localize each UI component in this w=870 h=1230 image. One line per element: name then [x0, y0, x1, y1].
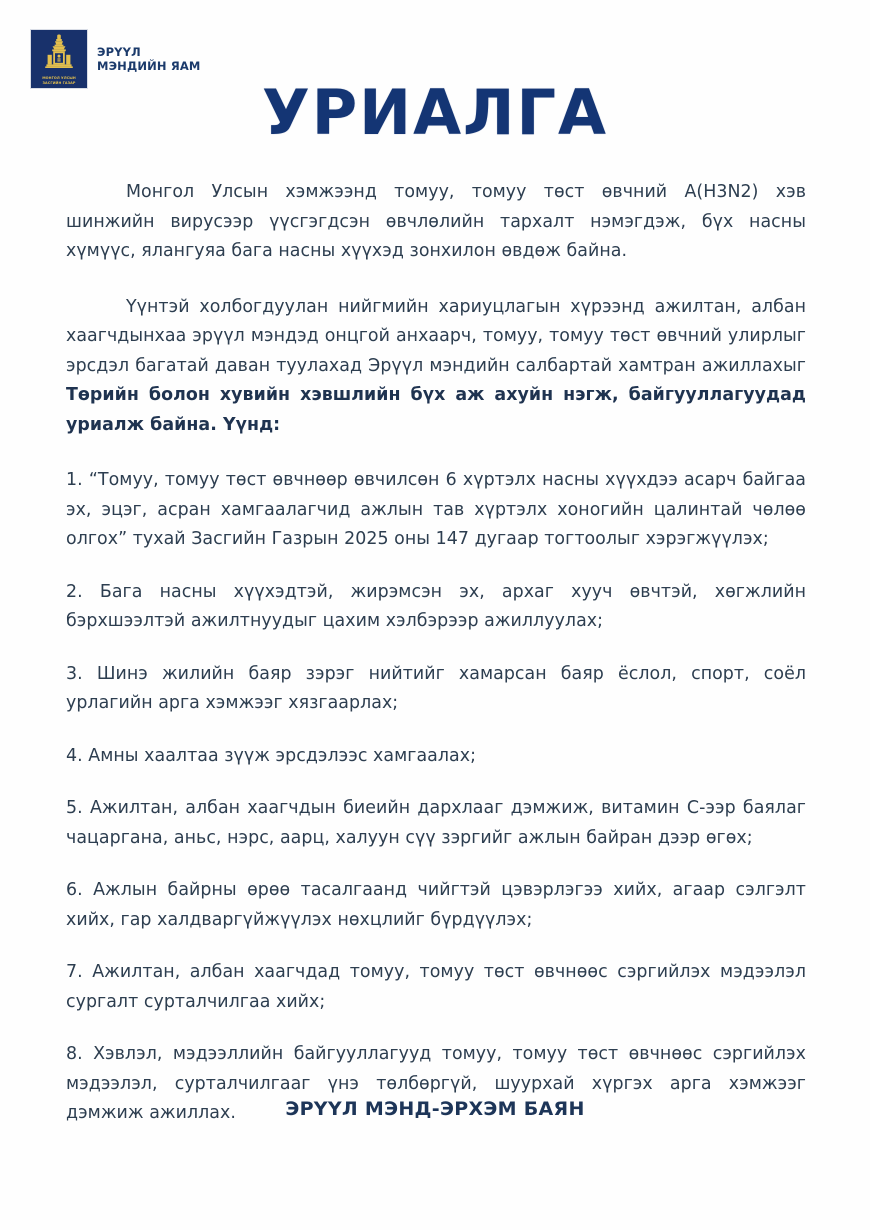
list-item: 2. Бага насны хүүхэдтэй, жирэмсэн эх, архаг хууч өвчтэй, хөгжлийн бэрхшээлтэй ажилтнуудыг цахим хэлбэрээр ажиллуулах; — [66, 581, 806, 631]
ministry-name-line-1: ЭРҮҮЛ — [97, 44, 141, 59]
soyombo-emblem-glyph — [44, 34, 74, 72]
list-item: 7. Ажилтан, албан хаагчдад томуу, томуу төст өвчнөөс сэргийлэх мэдээлэл сургалт сурталчилгаа хийх; — [66, 962, 806, 1012]
ministry-name — [97, 45, 200, 74]
list-item: 5. Ажилтан, албан хаагчдын биеийн дархлааг дэмжиж, витамин С-ээр баялаг чацаргана, аньс, нэрс, аарц, халуун сүү зэргийг ажлын байран дээр өгөх; — [66, 798, 806, 848]
closing-slogan: ЭРҮҮЛ МЭНД-ЭРХЭМ БАЯН — [285, 1098, 585, 1120]
page-title: УРИАЛГА — [261, 76, 609, 149]
list-item: 4. Амны хаалтаа зүүж эрсдэлээс хамгаалах; — [66, 745, 476, 766]
document-body — [66, 178, 806, 1129]
paragraph-2 — [66, 293, 806, 441]
paragraph-2-bold: Төрийн болон хувийн хэвшлийн бүх аж ахуйн нэгж, байгууллагуудад уриалж байна. Үүнд: — [66, 385, 806, 435]
ministry-name-line-2: МЭНДИЙН ЯАМ — [97, 59, 201, 73]
list-item: 1. “Томуу, томуу төст өвчнөөр өвчилсөн 6 хүртэлх насны хүүхдээ асарч байгаа эх, эцэг, асран хамгаалагчид ажлын тав хүртэлх хоногийн цалинтай чөлөө олгох” тухай Засгийн Газрын 2025 оны 147 дугаар тогтоолыг хэрэгжүүлэх; — [66, 470, 806, 549]
emblem-caption: МОНГОЛ УЛСЫН ЗАСГИЙН ГАЗАР — [42, 76, 76, 85]
paragraph-1: Монгол Улсын хэмжээнд томуу, томуу төст өвчний A(H3N2) хэв шинжийн вирусээр үүсгэгдсэн өвчлөлийн тархалт нэмэгдэж, бүх насны хүмүүс, ялангуяа бага насны хүүхэд зонхилон өвдөж байна. — [66, 182, 806, 261]
paragraph-2-plain: Үүнтэй холбогдуулан нийгмийн хариуцлагын хүрээнд ажилтан, албан хаагчдынхаа эрүүл мэндэд онцгой анхаарч, томуу, томуу төст өвчний улирлыг эрсдэл багатай даван туулахад Эрүүл мэндийн салбартай хамтран ажиллахыг — [66, 296, 806, 376]
list-item: 6. Ажлын байрны өрөө тасалгаанд чийгтэй цэвэрлэгээ хийх, агаар сэлгэлт хийх, гар халдваргүйжүүлэх нөхцлийг бүрдүүлэх; — [66, 880, 806, 930]
list-item: 3. Шинэ жилийн баяр зэрэг нийтийг хамарсан баяр ёслол, спорт, соёл урлагийн арга хэмжээг хязгаарлах; — [66, 663, 806, 713]
list-item: 8. Хэвлэл, мэдээллийн байгууллагууд томуу, томуу төст өвчнөөс сэргийлэх мэдээлэл, сурталчилгааг үнэ төлбөргүй, шуурхай хүргэх арга хэмжээг дэмжиж ажиллах. — [66, 1044, 806, 1123]
